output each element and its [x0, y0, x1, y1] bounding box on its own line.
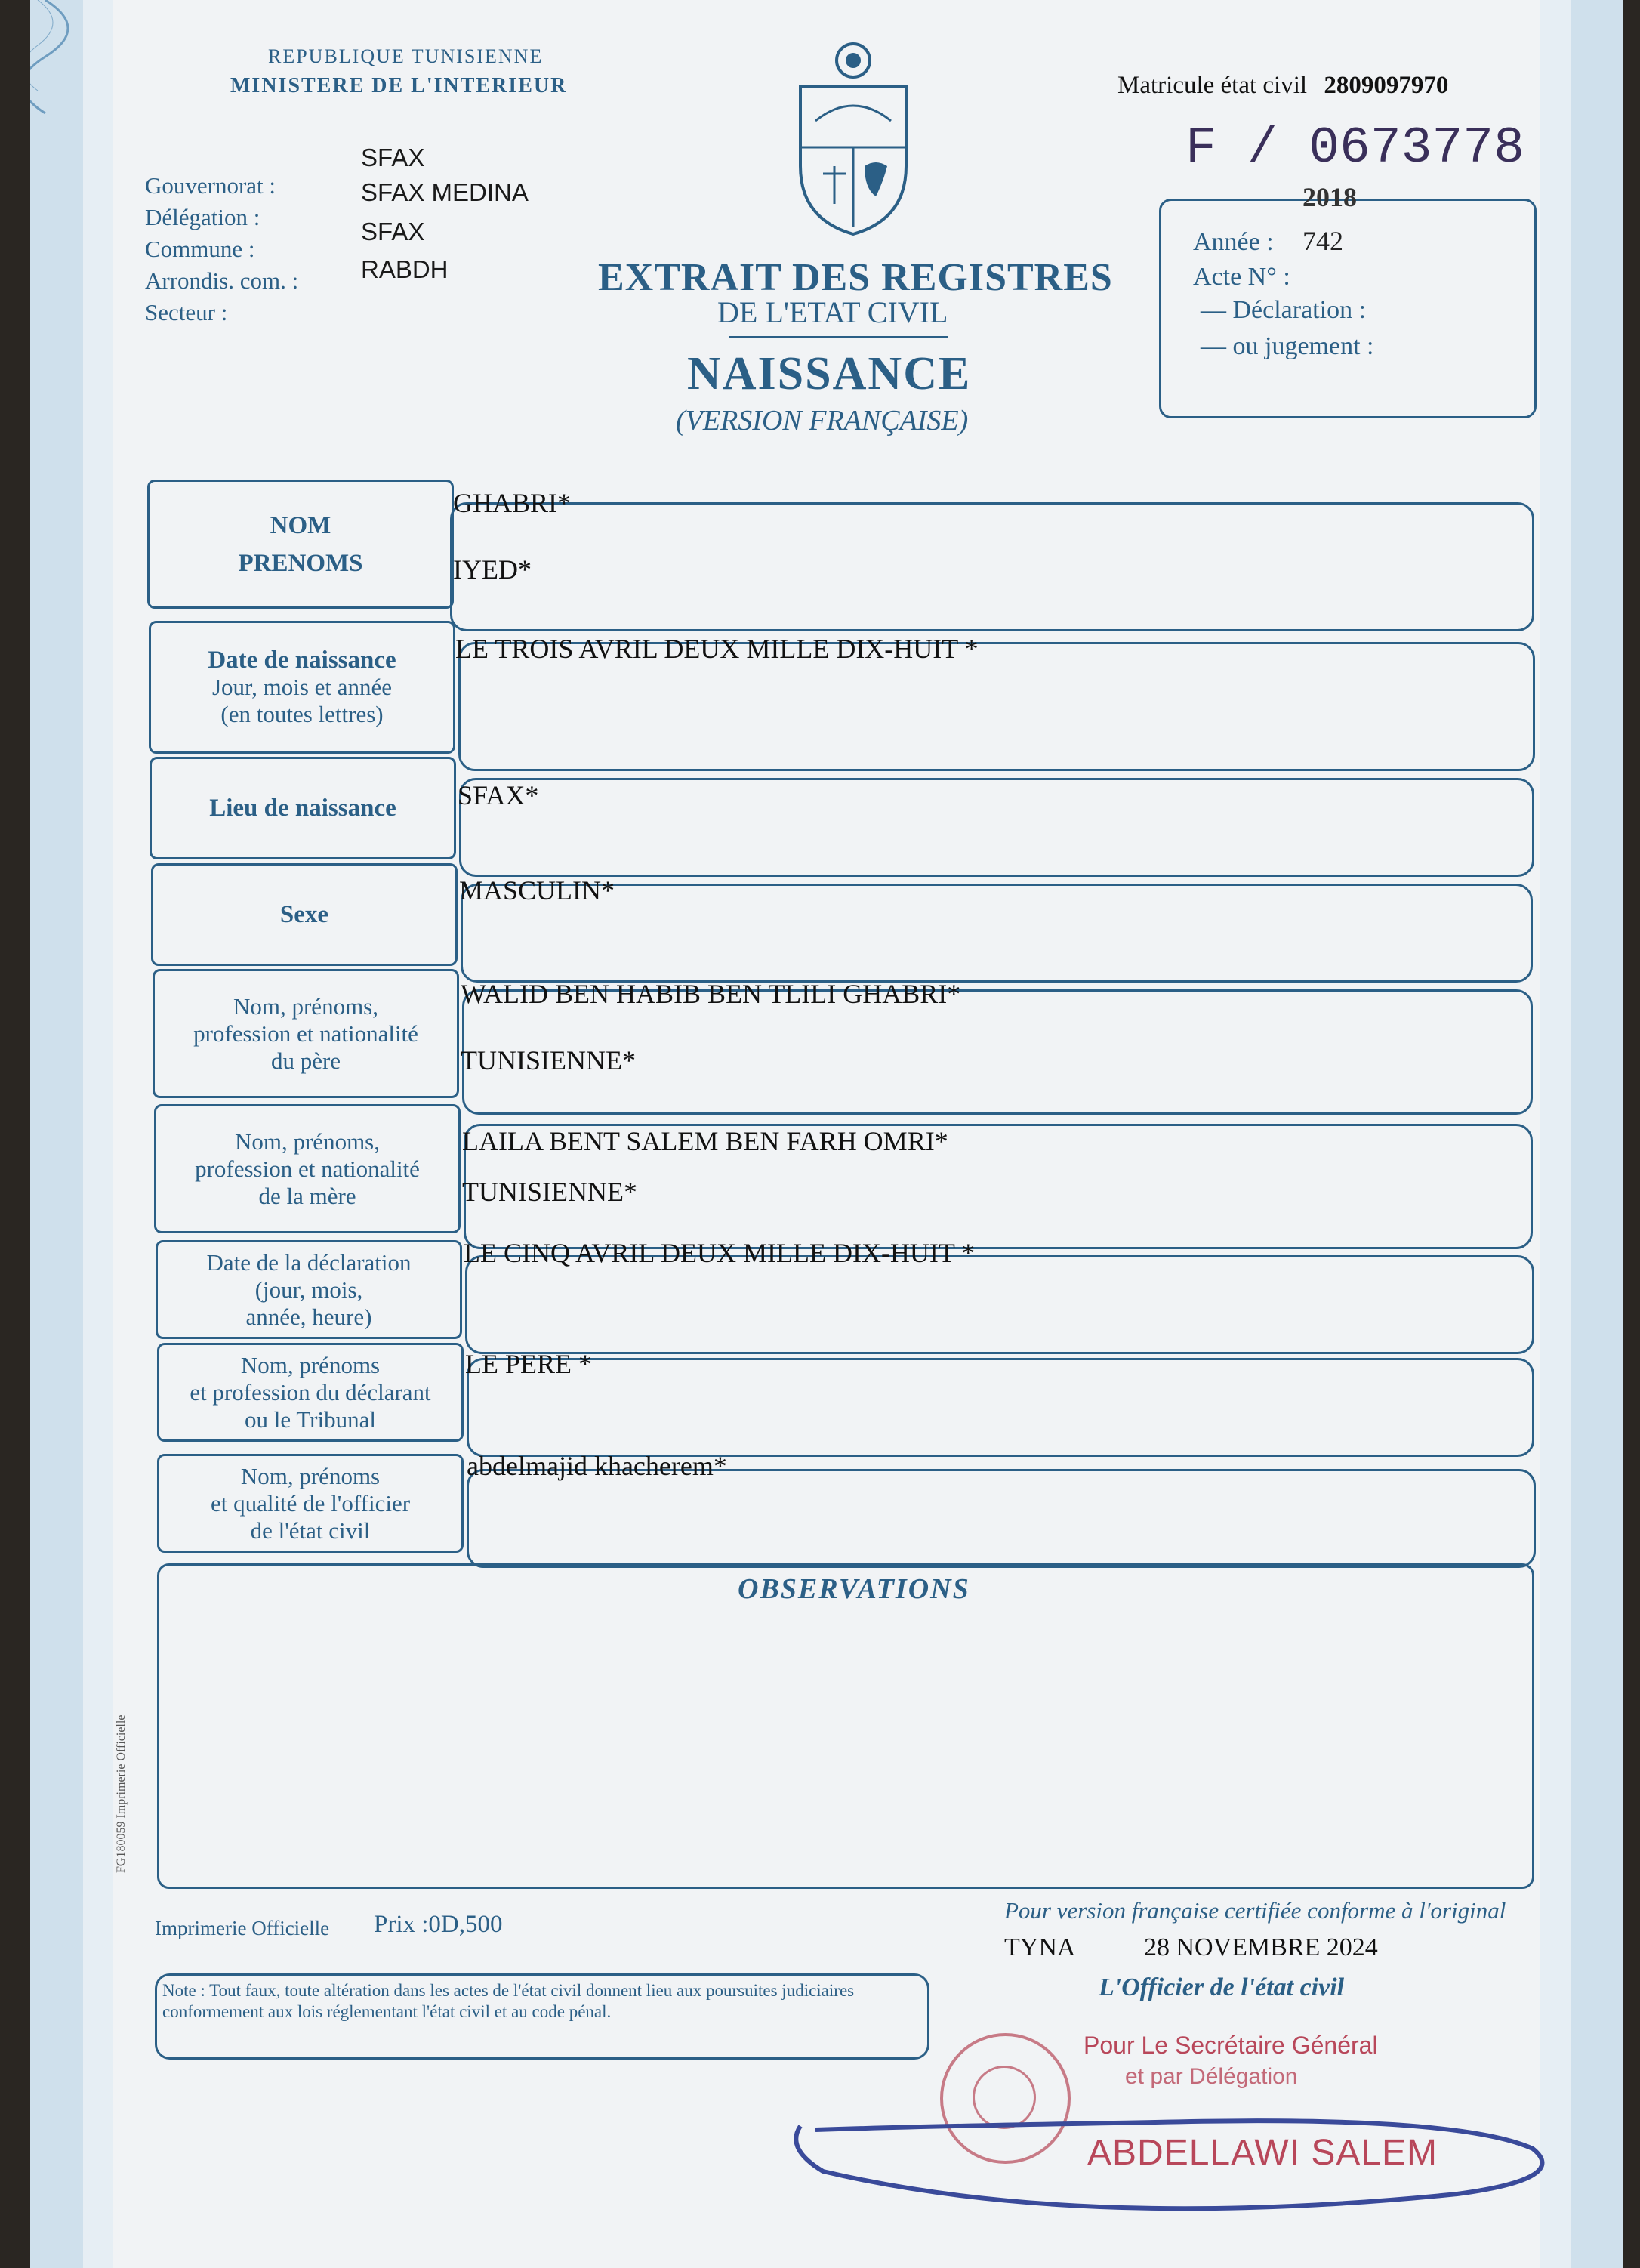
officier-value-cell: [467, 1469, 1536, 1568]
pere-label-cell: Nom, prénoms, profession et nationalité du père: [153, 969, 459, 1098]
delegation-label: Délégation :: [145, 204, 260, 230]
mere-nationality-value: TUNISIENNE*: [462, 1177, 637, 1207]
left-guilloche-border: [30, 0, 113, 2268]
secteur-label: Secteur :: [145, 299, 228, 326]
date-declaration-value: LE CINQ AVRIL DEUX MILLE DIX-HUIT *: [464, 1238, 976, 1268]
stamp-name: ABDELLAWI SALEM: [1087, 2133, 1438, 2173]
ministry-label: MINISTERE DE L'INTERIEUR: [230, 74, 568, 97]
sexe-value-cell: [461, 884, 1533, 983]
version-label: (VERSION FRANÇAISE): [676, 405, 969, 437]
republic-label: REPUBLIQUE TUNISIENNE: [268, 45, 544, 67]
issue-place: TYNA: [1004, 1933, 1076, 1961]
side-imprint: FG180059 Imprimerie Officielle: [115, 1714, 128, 1873]
price-label: Prix :0D,500: [374, 1911, 503, 1938]
officer-title: L'Officier de l'état civil: [1099, 1973, 1345, 2001]
jugement-label: — ou jugement :: [1201, 332, 1374, 360]
commune-value: SFAX: [361, 218, 425, 245]
stamp-line-1: Pour Le Secrétaire Général: [1084, 2032, 1378, 2059]
lieu-naissance-label-cell: Lieu de naissance: [150, 757, 456, 859]
officier-label-cell: Nom, prénoms et qualité de l'officier de l'état civil: [157, 1454, 464, 1553]
lieu-naissance-value: SFAX*: [458, 780, 539, 810]
acte-number: 742: [1302, 226, 1343, 256]
printer-label: Imprimerie Officielle: [155, 1917, 330, 1939]
coat-of-arms-emblem: [785, 38, 921, 238]
declarant-value: LE PERE *: [465, 1349, 592, 1379]
officier-value: abdelmajid khacherem*: [467, 1451, 727, 1481]
gouvernorat-label: Gouvernorat :: [145, 172, 276, 199]
arrondissement-value: RABDH: [361, 255, 449, 283]
legal-note: Note : Tout faux, toute altération dans les actes de l'état civil donnent lieu aux poursuites judiciaires conformement aux lois réglementant l'état civil et au code pénal.: [162, 1981, 855, 2021]
nom-prenoms-label-cell: NOM PRENOMS: [147, 480, 454, 609]
title-divider: [729, 336, 948, 338]
document-subtitle: DE L'ETAT CIVIL: [717, 295, 948, 329]
pere-nationality-value: TUNISIENNE*: [461, 1045, 636, 1075]
observations-box: [157, 1563, 1534, 1889]
right-guilloche-border: [1540, 0, 1623, 2268]
arrondissement-label: Arrondis. com. :: [145, 267, 299, 294]
nom-value: GHABRI*: [453, 488, 572, 518]
sexe-label-cell: Sexe: [151, 863, 458, 966]
date-declaration-label-cell: Date de la déclaration (jour, mois, année, heure): [156, 1240, 462, 1339]
sexe-value: MASCULIN*: [459, 875, 615, 906]
matricule-value: 2809097970: [1324, 72, 1449, 99]
declarant-value-cell: [467, 1358, 1534, 1457]
matricule-label: Matricule état civil 2809097970: [1117, 72, 1449, 99]
delegation-value: SFAX MEDINA: [361, 178, 529, 206]
declarant-label-cell: Nom, prénoms et profession du déclarant ou le Tribunal: [157, 1343, 464, 1442]
issue-date: 28 NOVEMBRE 2024: [1144, 1933, 1378, 1961]
mere-label-cell: Nom, prénoms, profession et nationalité de la mère: [154, 1104, 461, 1233]
stamp-line-2: et par Délégation: [1125, 2064, 1298, 2089]
commune-label: Commune :: [145, 236, 255, 262]
nom-prenoms-value-cell: [450, 502, 1534, 631]
date-naissance-value: LE TROIS AVRIL DEUX MILLE DIX-HUIT *: [455, 634, 979, 664]
certification-text: Pour version française certifiée conforme à l'original: [1004, 1897, 1506, 1924]
annee-label: Année :: [1193, 228, 1274, 256]
document-sheet: [30, 0, 1623, 2268]
document-type: NAISSANCE: [687, 348, 972, 400]
pere-name-value: WALID BEN HABIB BEN TLILI GHABRI*: [461, 979, 961, 1009]
lieu-naissance-value-cell: [459, 778, 1534, 877]
acte-label: Acte N° :: [1193, 263, 1290, 291]
date-declaration-value-cell: [465, 1255, 1534, 1354]
gouvernorat-value: SFAX: [361, 143, 425, 171]
observations-title: OBSERVATIONS: [738, 1573, 970, 1605]
mere-name-value: LAILA BENT SALEM BEN FARH OMRI*: [462, 1126, 948, 1156]
document-title: EXTRAIT DES REGISTRES: [598, 256, 1113, 299]
acte-year: 2018: [1302, 182, 1357, 212]
date-naissance-label-cell: Date de naissance Jour, mois et année (en toutes lettres): [149, 621, 455, 754]
declaration-label: — Déclaration :: [1201, 296, 1367, 324]
prenoms-value: IYED*: [453, 554, 532, 585]
serial-number: F / 0673778: [1185, 119, 1524, 177]
